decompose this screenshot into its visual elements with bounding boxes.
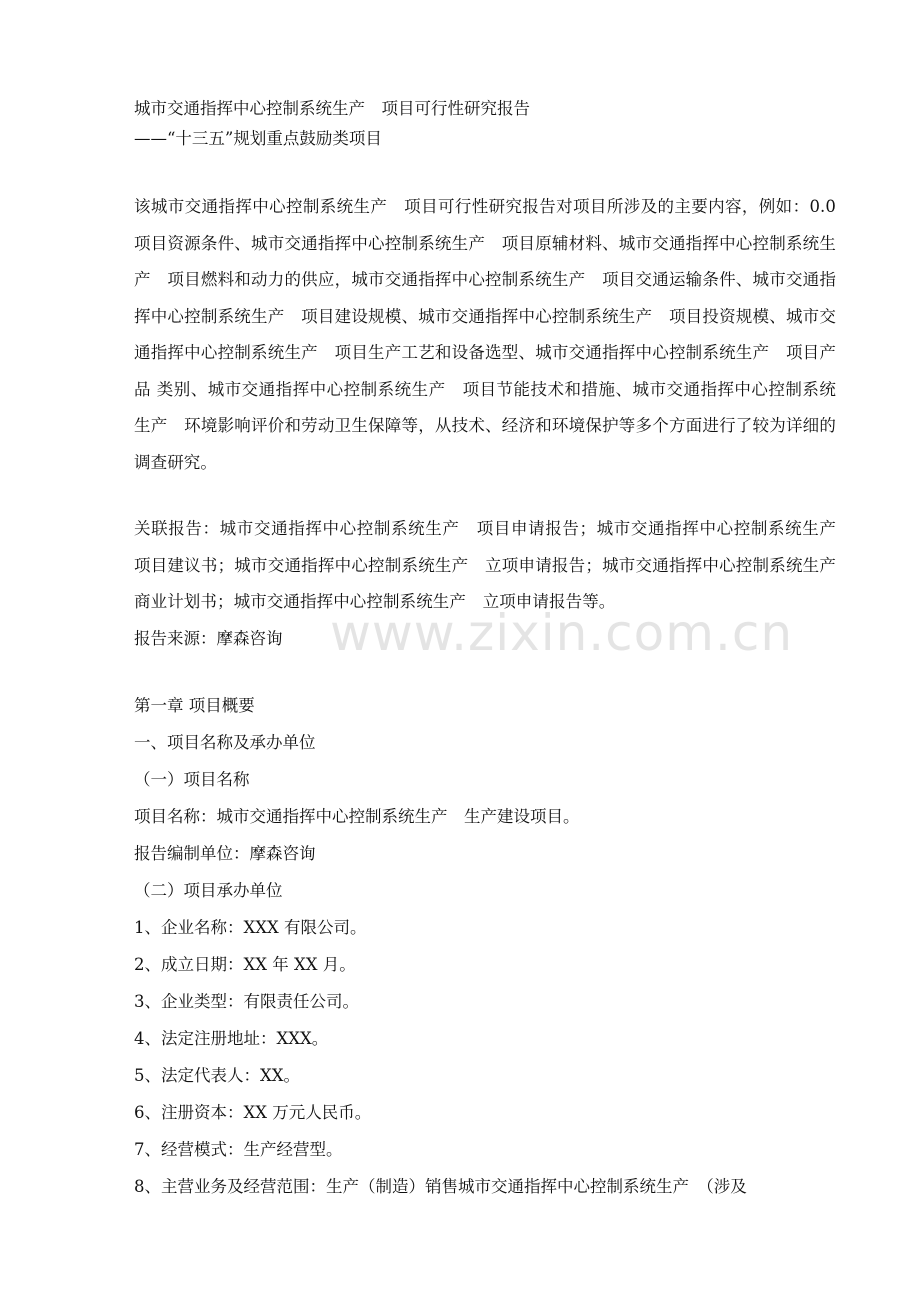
chapter-one xyxy=(134,687,836,1205)
report-subtitle: ——“十三五”规划重点鼓励类项目 xyxy=(134,129,382,148)
subsection-heading: （一）项目名称 xyxy=(134,769,250,789)
section-heading: 一、项目名称及承办单位 xyxy=(134,732,316,752)
list-item: 4、法定注册地址：XXX。 xyxy=(134,1028,329,1048)
watermark: www.zixin.com.cn xyxy=(330,604,794,662)
list-item: 3、企业类型：有限责任公司。 xyxy=(134,991,359,1011)
document-body xyxy=(134,94,853,1205)
list-item: 1、企业名称：XXX 有限公司。 xyxy=(134,917,367,937)
list-item: 5、法定代表人：XX。 xyxy=(134,1065,300,1085)
list-item: 2、成立日期：XX 年 XX 月。 xyxy=(134,954,356,974)
report-source: 报告来源：摩森咨询 xyxy=(134,628,283,648)
subsection-heading: （二）项目承办单位 xyxy=(134,880,283,900)
intro-paragraph: 该城市交通指挥中心控制系统生产 项目可行性研究报告对项目所涉及的主要内容，例如：0.0 项目资源条件、城市交通指挥中心控制系统生产 项目原辅材料、城市交通指挥中心控制系统生产 项目燃料和动力的供应，城市交通指挥中心控制系统生产 项目交通运输条件、城市交通指挥中心控制系统生产 项目建设规模、城市交通指挥中心控制系统生产 项目投资规模、城市交通指挥中心控制系统生产 项目生产工艺和设备选型、城市交通指挥中心控制系统生产 项目产品 类别、城市交通指挥中心控制系统生产 项目节能技术和措施、城市交通指挥中心控制系统生产 环境影响评价和劳动卫生保障等，从技术、经济和环境保护等多个方面进行了较为详细的调查研究。 xyxy=(134,197,836,472)
report-title: 城市交通指挥中心控制系统生产 项目可行性研究报告 xyxy=(134,99,530,118)
list-item: 8、主营业务及经营范围：生产（制造）销售城市交通指挥中心控制系统生产 （涉及 xyxy=(134,1176,747,1196)
compiler-line: 报告编制单位：摩森咨询 xyxy=(134,843,316,863)
list-item: 6、注册资本：XX 万元人民币。 xyxy=(134,1102,372,1122)
related-reports-paragraph: 关联报告：城市交通指挥中心控制系统生产 项目申请报告；城市交通指挥中心控制系统生产 项目建议书；城市交通指挥中心控制系统生产 立项申请报告；城市交通指挥中心控制系统生产 商业计划书；城市交通指挥中心控制系统生产 立项申请报告等。 xyxy=(134,519,853,611)
chapter-heading: 第一章 项目概要 xyxy=(134,695,255,715)
project-name-line: 项目名称：城市交通指挥中心控制系统生产 生产建设项目。 xyxy=(134,806,580,826)
list-item: 7、经营模式：生产经营型。 xyxy=(134,1139,343,1159)
